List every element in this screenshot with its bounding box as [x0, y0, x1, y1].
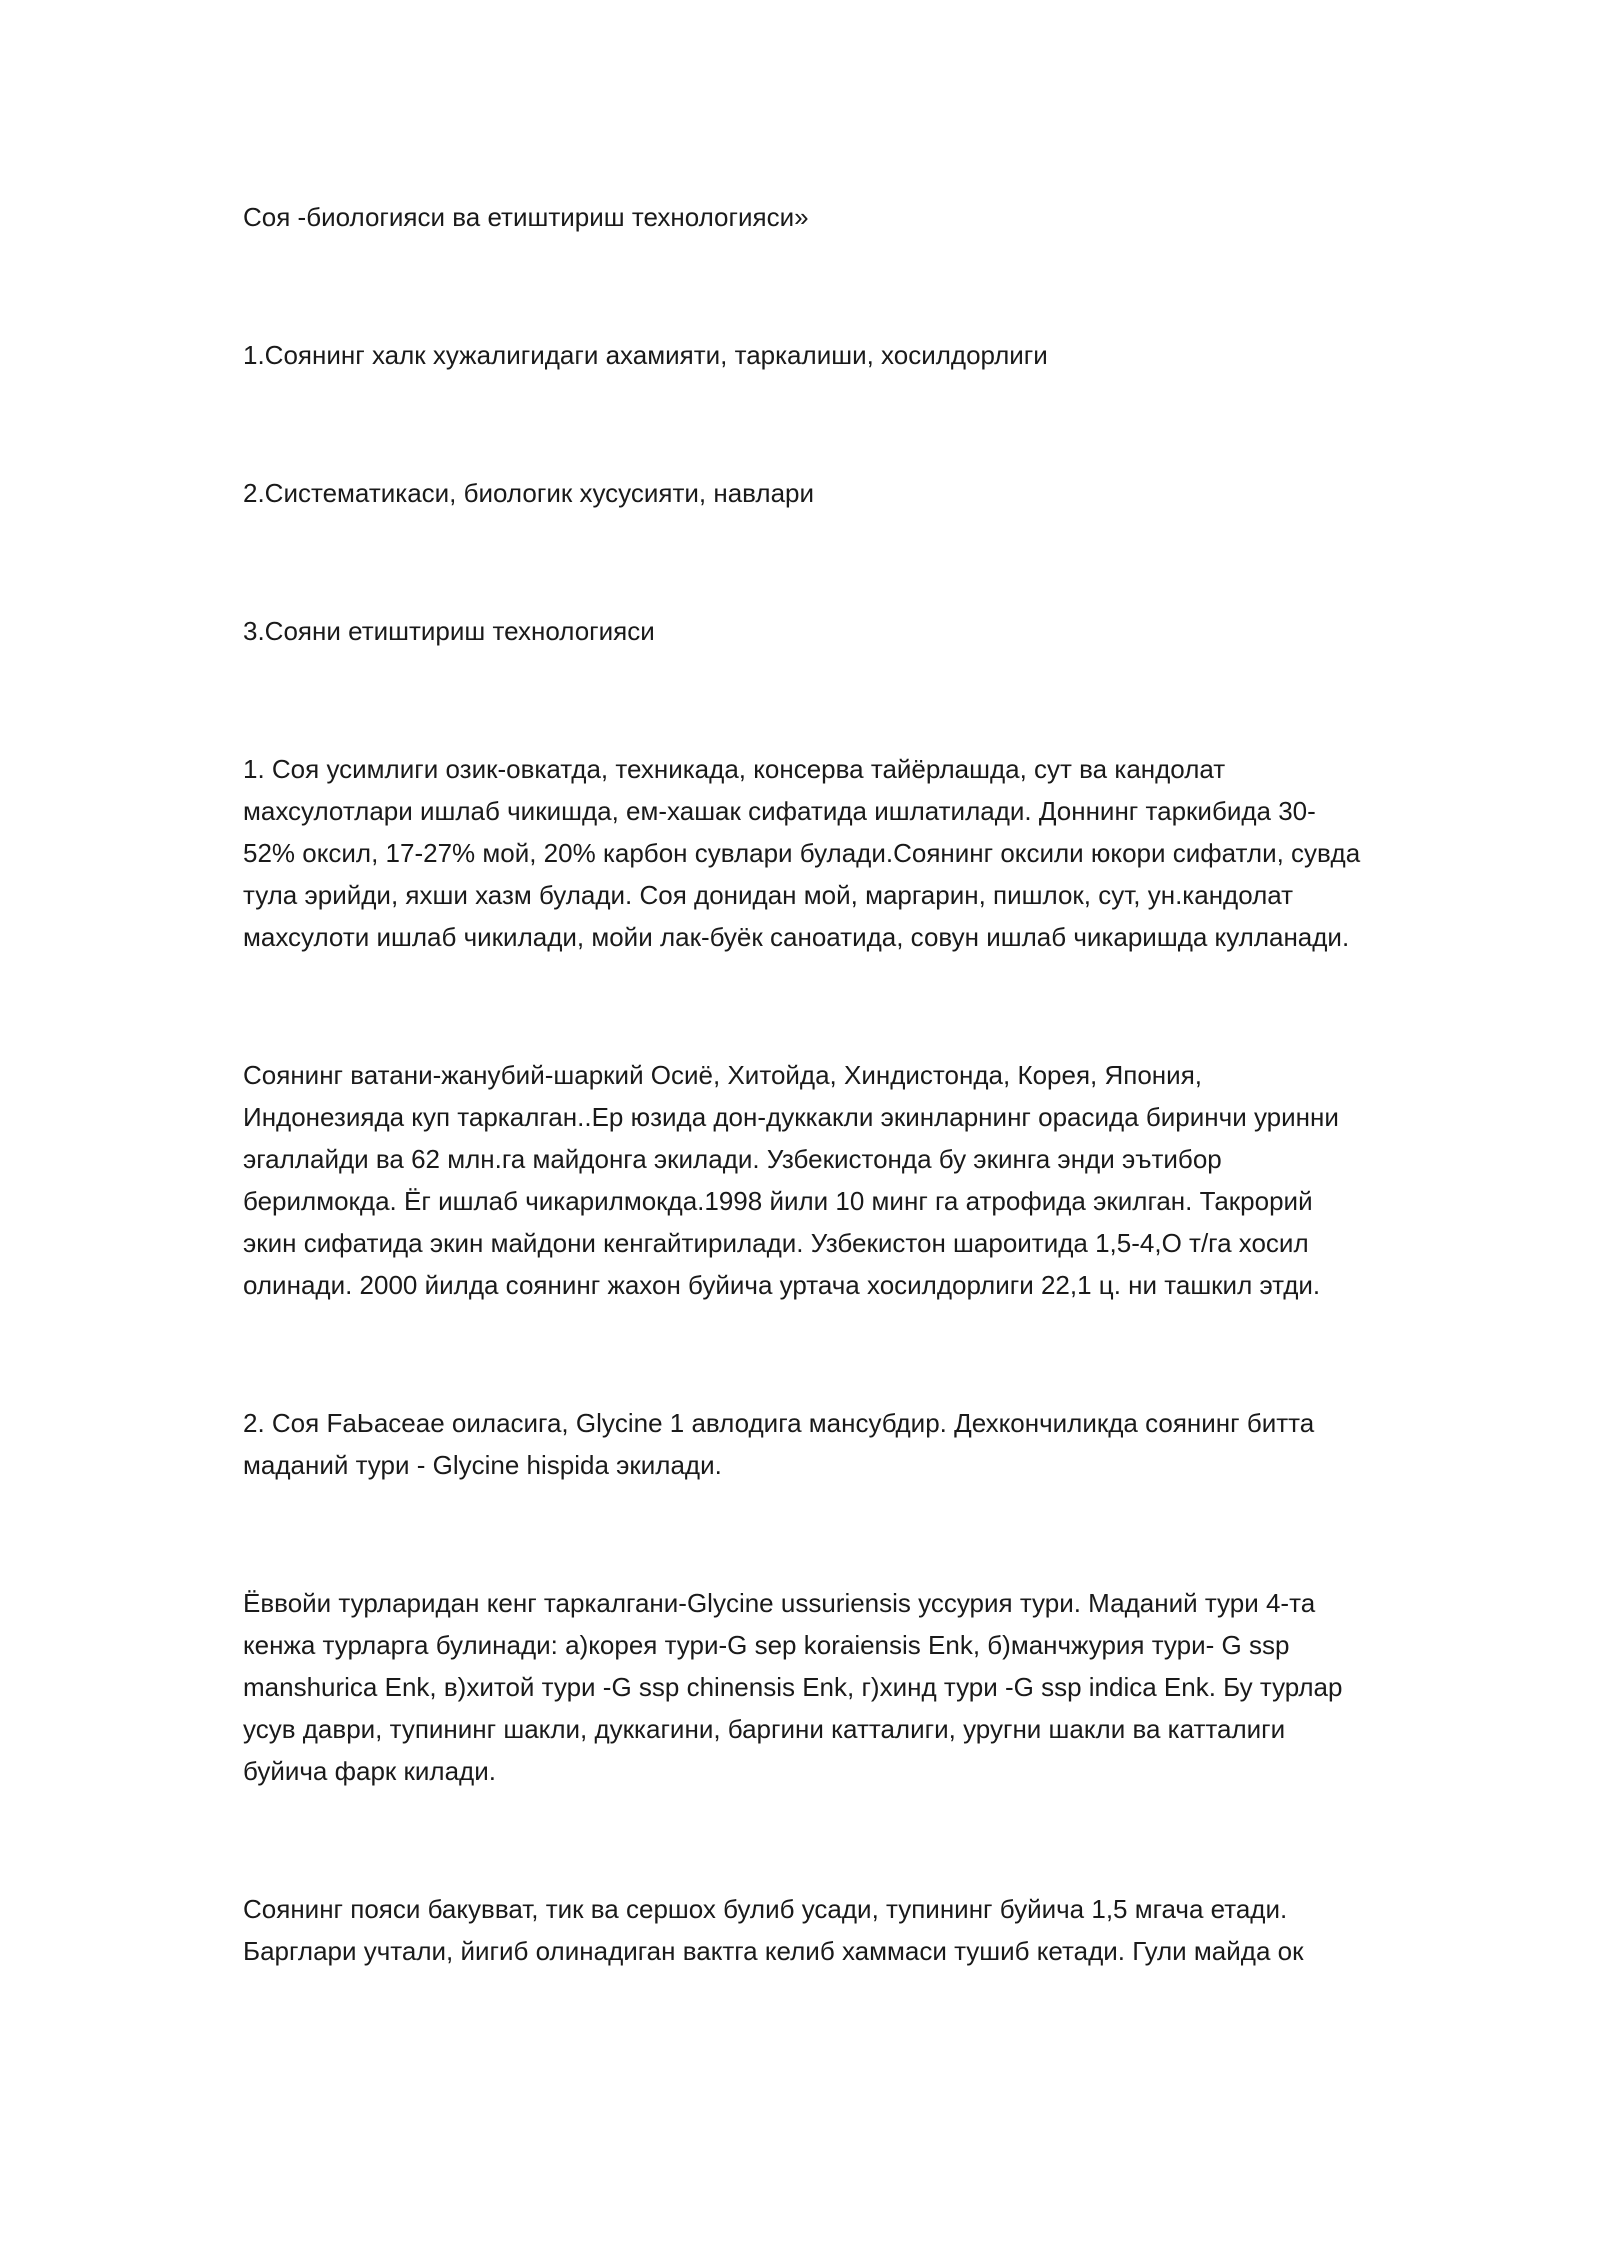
- document-body: [243, 196, 1363, 1972]
- paragraph-3: 2. Соя FаЬасеае оиласига, Glycine 1 авлодига мансубдир. Дехкончиликда соянинг битта маданий тури - Glycine hispida экилади.: [243, 1408, 1315, 1480]
- outline-item-1: 1.Соянинг халк хужалигидаги ахамияти, таркалиши, хосилдорлиги: [243, 340, 1048, 370]
- document-title: Соя -биологияси ва етиштириш технологияси»: [243, 202, 809, 232]
- paragraph-5: Соянинг пояси бакувват, тик ва сершох булиб усади, тупининг буйича 1,5 мгача етади. Барглари учтали, йигиб олинадиган вактга келиб хаммаси тушиб кетади. Гули майда ок: [243, 1894, 1304, 1966]
- outline-item-2: 2.Систематикаси, биологик хусусияти, навлари: [243, 478, 815, 508]
- outline-item-3: 3.Сояни етиштириш технологияси: [243, 616, 655, 646]
- paragraph-1: 1. Соя усимлиги озик-овкатда, техникада, консерва тайёрлашда, сут ва кандолат махсулотлари ишлаб чикишда, ем-хашак сифатида ишлатилади. Доннинг таркибида 30-52% оксил, 17-27% мой, 20% карбон сувлари булади.Соянинг оксили юкори сифатли, сувда тула эрийди, яхши хазм булади. Соя донидан мой, маргарин, пишлок, сут, ун.кандолат махсулоти ишлаб чикилади, мойи лак-буёк саноатида, совун ишлаб чикаришда кулланади.: [243, 754, 1361, 952]
- paragraph-4: Ёввойи турларидан кенг таркалгани-Glycine ussuriensis уссурия тури. Маданий тури 4-та кенжа турларга булинади: а)корея тури-G sep koraiensis Enk, б)манчжурия тури- G ssp manshurica Enk, в)хитой тури -G ssp chinensis Enk, г)хинд тури -G ssp indica Enk. Бу турлар усув даври, тупининг шакли, дуккагини, баргини катталиги, уругни шакли ва катталиги буйича фарк килади.: [243, 1588, 1343, 1786]
- paragraph-2: Соянинг ватани-жанубий-шаркий Осиё, Хитойда, Хиндистонда, Корея, Япония, Индонезияда куп таркалган..Ер юзида дон-дуккакли экинларнинг орасида биринчи уринни эгаллайди ва 62 млн.га майдонга экилади. Узбекистонда бу экинга энди эътибор берилмокда. Ёг ишлаб чикарилмокда.1998 йили 10 минг га атрофида экилган. Такрорий экин сифатида экин майдони кенгайтирилади. Узбекистон шароитида 1,5-4,О т/га хосил олинади. 2000 йилда соянинг жахон буйича уртача хосилдорлиги 22,1 ц. ни ташкил этди.: [243, 1060, 1339, 1300]
